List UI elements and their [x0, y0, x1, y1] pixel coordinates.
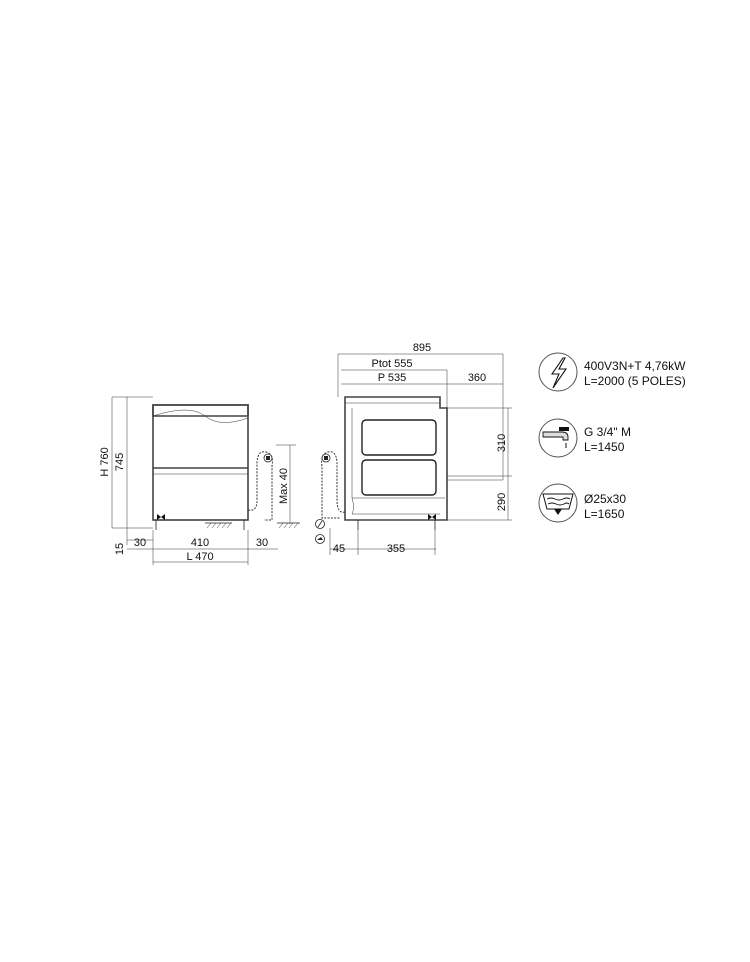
water-tap-icon: [539, 419, 577, 457]
side-door-open: [447, 476, 503, 480]
electric-bolt-icon: [539, 353, 577, 391]
front-margin-right: 30: [255, 537, 269, 549]
water-spec-line1: G 3/4" M: [584, 425, 631, 439]
drain-spec-line2: L=1650: [584, 507, 625, 521]
side-body-outline: [345, 397, 447, 520]
front-margin-left: 30: [133, 537, 147, 549]
drain-spec-line1: Ø25x30: [584, 492, 627, 506]
front-body-outline: [153, 405, 248, 520]
side-lower-height: 290: [496, 492, 508, 512]
front-height-total: H 760: [99, 447, 111, 477]
water-spec-line2: L=1450: [584, 440, 625, 454]
front-lid: [153, 405, 248, 416]
side-foot-offset: 45: [332, 543, 346, 555]
electric-spec-line1: 400V3N+T 4,76kW: [584, 359, 686, 373]
front-height-body: 745: [114, 452, 126, 472]
front-drain-max: Max 40: [278, 467, 290, 505]
electric-spec-line2: L=2000 (5 POLES): [584, 374, 686, 388]
side-door-open-depth: 360: [467, 372, 487, 384]
side-upper-height: 310: [496, 433, 508, 453]
side-valve-symbol: [428, 514, 436, 520]
front-width-inner: 410: [190, 537, 210, 549]
front-width-total: L 470: [186, 551, 214, 563]
side-view: [316, 342, 513, 555]
front-valve-symbol: [157, 514, 165, 520]
connection-electric: [539, 353, 686, 391]
front-floor-hatch: [205, 523, 232, 528]
side-overall-depth: 895: [412, 342, 432, 354]
side-upper-window: [362, 420, 436, 455]
side-foot-span: 355: [386, 543, 406, 555]
connections-legend: [539, 353, 686, 522]
connection-water: [539, 419, 631, 457]
side-depth-total: Ptot 555: [371, 358, 413, 370]
front-view: [99, 397, 300, 565]
front-height-feet: 15: [114, 542, 126, 556]
side-lower-window: [362, 460, 436, 495]
side-depth-body: P 535: [377, 372, 407, 384]
connection-drain: [539, 484, 626, 522]
